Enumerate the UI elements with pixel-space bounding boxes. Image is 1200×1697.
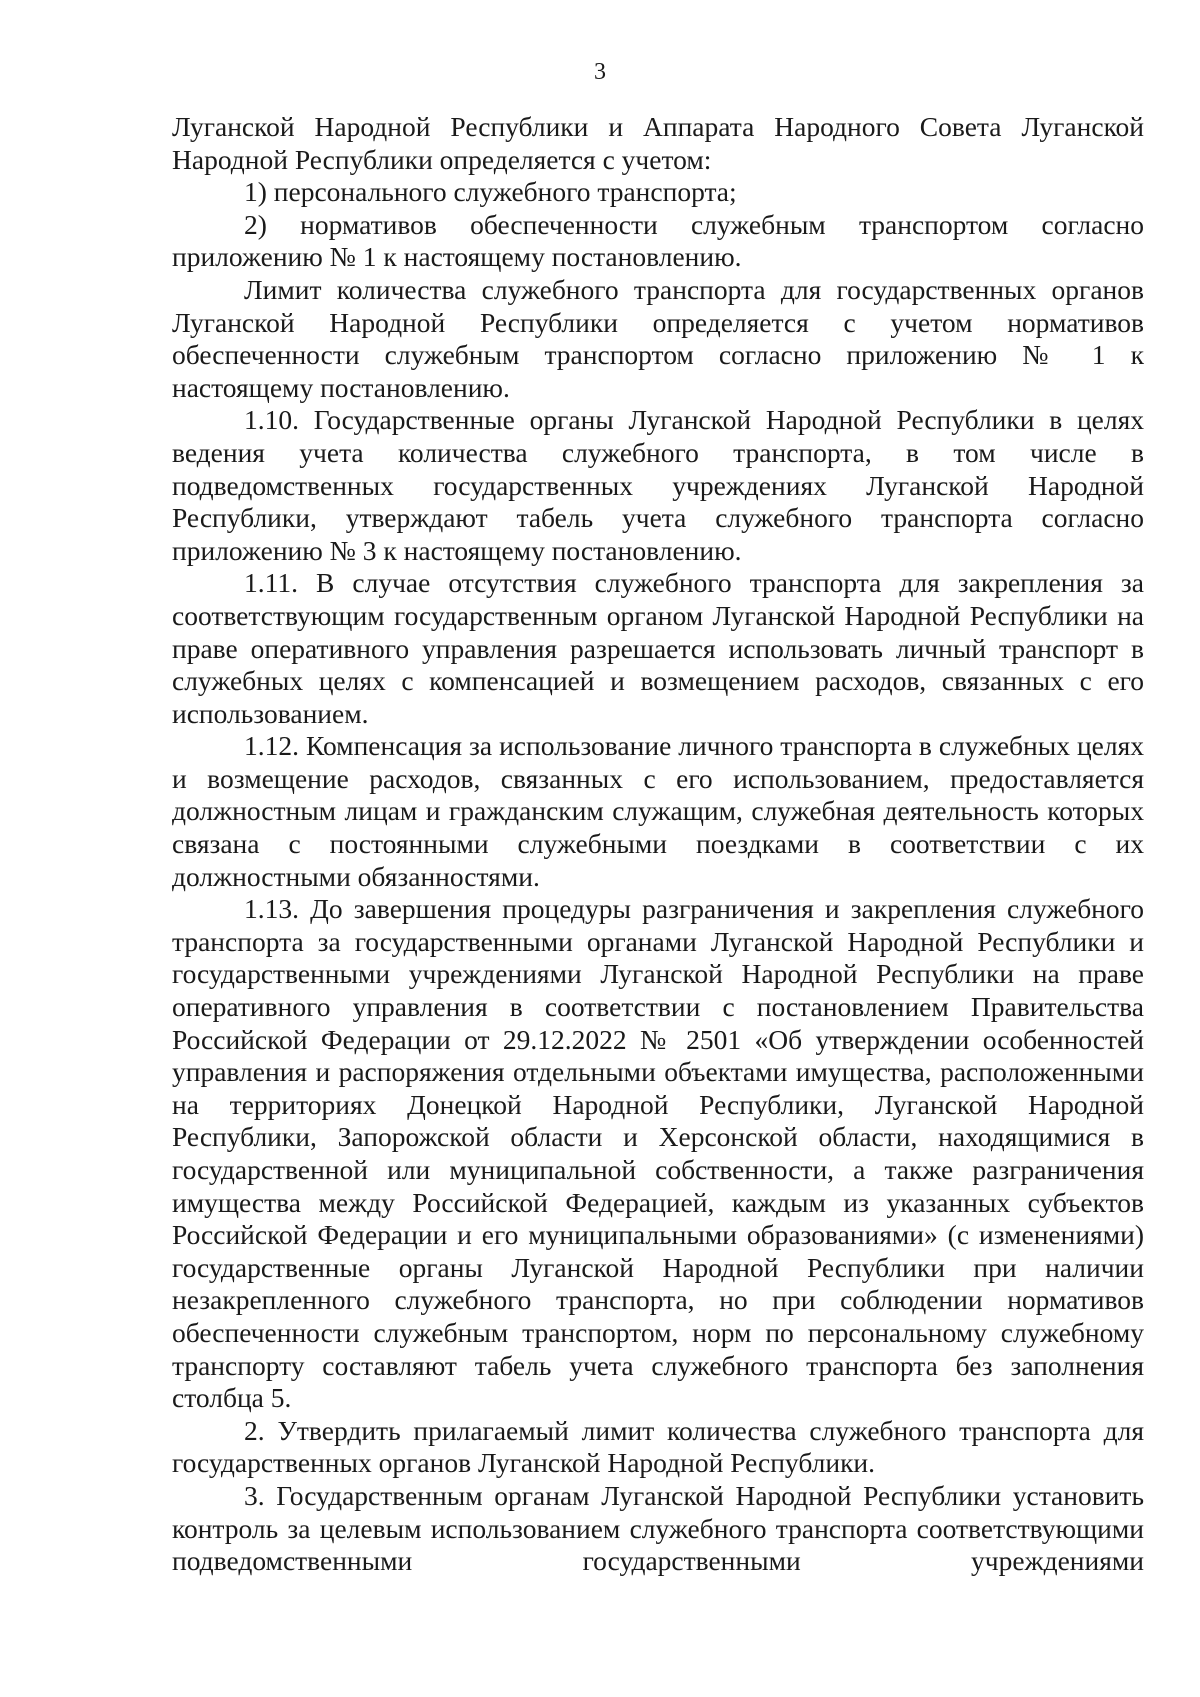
paragraph-3: 3. Государственным органам Луганской Народной Республики установить контроль за целевым использованием служебного транспорта соответствующими подведомственными государственными учреждениями	[172, 1479, 1144, 1577]
paragraph-list-item-1: 1) персонального служебного транспорта;	[244, 176, 737, 208]
paragraph-2: 2. Утвердить прилагаемый лимит количества служебного транспорта для государственных органов Луганской Народной Республики.	[172, 1414, 1144, 1479]
page-number: 3	[594, 59, 606, 85]
paragraph-continuation: Луганской Народной Республики и Аппарата Народного Совета Луганской Народной Республики определяется с учетом:	[172, 111, 1144, 175]
paragraph-list-item-2: 2) нормативов обеспеченности служебным транспортом согласно приложению № 1 к настоящему постановлению.	[172, 208, 1144, 273]
paragraph-1-11: 1.11. В случае отсутствия служебного транспорта для закрепления за соответствующим государственным органом Луганской Народной Республики на праве оперативного управления разрешается использовать личный транспорт в служебных целях с компенсацией и возмещением расходов, связанных с его использованием.	[172, 567, 1144, 729]
paragraph-1-10: 1.10. Государственные органы Луганской Народной Республики в целях ведения учета количества служебного транспорта, в том числе в подведомственных государственных учреждениях Луганской Народной Республики, утверждают табель учета служебного транспорта согласно приложению № 3 к настоящему постановлению.	[172, 404, 1144, 566]
paragraph-limit: Лимит количества служебного транспорта для государственных органов Луганской Народной Республики определяется с учетом нормативов обеспеченности служебным транспортом согласно приложению № 1 к настоящему постановлению.	[172, 273, 1144, 403]
paragraph-1-12: 1.12. Компенсация за использование личного транспорта в служебных целях и возмещение расходов, связанных с его использованием, предоставляется должностным лицам и гражданским служащим, служебная деятельность которых связана с постоянными служебными поездками в соответствии с их должностными обязанностями.	[172, 730, 1144, 892]
document-body	[172, 111, 1144, 1578]
paragraph-1-13: 1.13. До завершения процедуры разграничения и закрепления служебного транспорта за государственными органами Луганской Народной Республики и государственными учреждениями Луганской Народной Республики на праве оперативного управления в соответствии с постановлением Правительства Российской Федерации от 29.12.2022 № 2501 «Об утверждении особенностей управления и распоряжения отдельными объектами имущества, расположенными на территориях Донецкой Народной Республики, Луганской Народной Республики, Запорожской области и Херсонской области, находящимися в государственной или муниципальной собственности, а также разграничения имущества между Российской Федерацией, каждым из указанных субъектов Российской Федерации и его муниципальными образованиями» (с изменениями) государственные органы Луганской Народной Республики при наличии незакрепленного служебного транспорта, но при соблюдении нормативов обеспеченности служебным транспортом, норм по персональному служебному транспорту составляют табель учета служебного транспорта без заполнения столбца 5.	[172, 893, 1144, 1414]
